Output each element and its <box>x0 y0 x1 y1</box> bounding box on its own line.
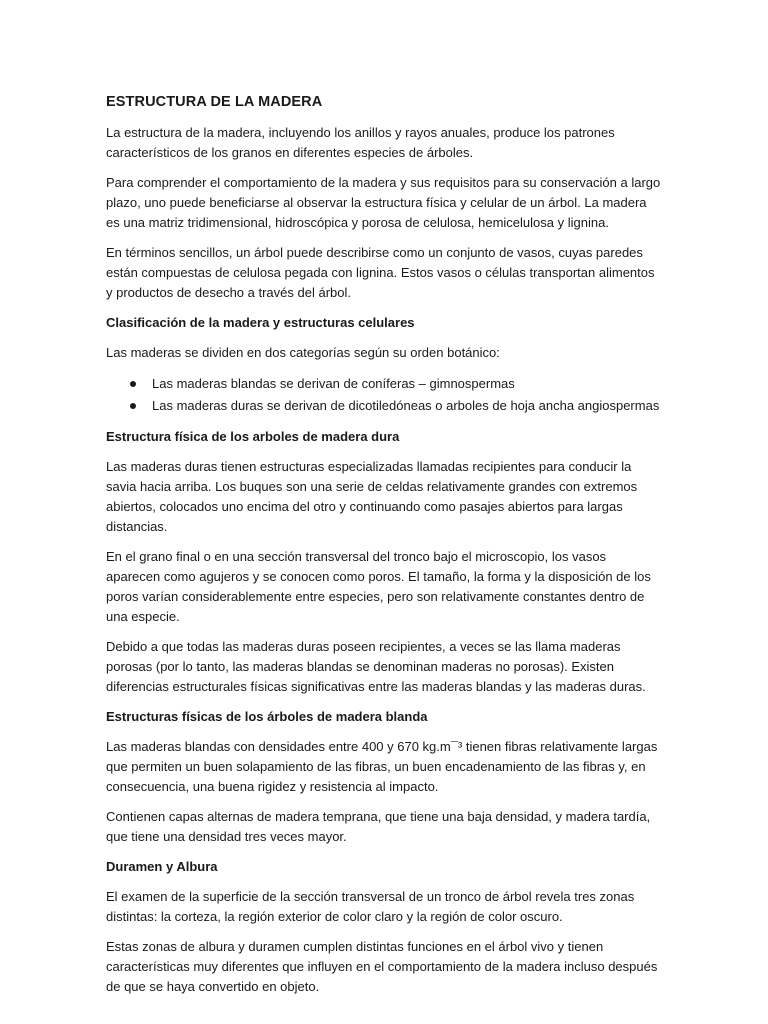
paragraph-conservation: Para comprender el comportamiento de la madera y sus requisitos para su conservación a largo plazo, uno puede beneficiarse al observar la estructura física y celular de un árbol. La madera es una matriz tridimensional, hidroscópica y porosa de celulosa, hemicelulosa y lignina. <box>106 175 661 230</box>
list-item-text: Las maderas duras se derivan de dicotiledóneas o arboles de hoja ancha angiospermas <box>152 398 660 413</box>
heading-heartwood: Duramen y Albura <box>106 859 218 874</box>
bullet-icon <box>130 381 136 387</box>
document-title: ESTRUCTURA DE LA MADERA <box>106 94 323 110</box>
list-item-text: Las maderas blandas se derivan de coníferas – gimnospermas <box>152 376 515 391</box>
bullet-list <box>106 373 662 417</box>
paragraph-pores: En el grano final o en una sección transversal del tronco bajo el microscopio, los vasos aparecen como agujeros y se conocen como poros. El tamaño, la forma y la disposición de los poros varían considerablemente entre especies, pero son relativamente constantes dentro de una especie. <box>106 549 651 624</box>
heading-hardwood: Estructura física de los arboles de madera dura <box>106 429 400 444</box>
list-item <box>106 395 662 417</box>
paragraph-functions: Estas zonas de albura y duramen cumplen distintas funciones en el árbol vivo y tienen características muy diferentes que influyen en el comportamiento de la madera incluso después de que se haya convertido en objeto. <box>106 939 658 994</box>
list-item <box>106 373 662 395</box>
bullet-icon <box>130 403 136 409</box>
paragraph-zones: El examen de la superficie de la sección transversal de un tronco de árbol revela tres zonas distintas: la corteza, la región exterior de color claro y la región de color oscuro. <box>106 889 635 924</box>
paragraph-intro: La estructura de la madera, incluyendo los anillos y rayos anuales, produce los patrones característicos de los granos en diferentes especies de árboles. <box>106 125 615 160</box>
paragraph-earlywood: Contienen capas alternas de madera temprana, que tiene una baja densidad, y madera tardía, que tiene una densidad tres veces mayor. <box>106 809 651 844</box>
document-body <box>106 94 662 1007</box>
heading-classification: Clasificación de la madera y estructuras celulares <box>106 315 415 330</box>
paragraph-softwood-density: Las maderas blandas con densidades entre 400 y 670 kg.m¯³ tienen fibras relativamente largas que permiten un buen solapamiento de las fibras, un buen encadenamiento de las fibras y, en consecuencia, una buena rigidez y resistencia al impacto. <box>106 739 658 794</box>
heading-softwood: Estructuras físicas de los árboles de madera blanda <box>106 709 428 724</box>
paragraph-porous: Debido a que todas las maderas duras poseen recipientes, a veces se las llama maderas porosas (por lo tanto, las maderas blandas se denominan maderas no porosas). Existen diferencias estructurales físicas significativas entre las maderas blandas y las maderas duras. <box>106 639 646 694</box>
paragraph-vessels: En términos sencillos, un árbol puede describirse como un conjunto de vasos, cuyas paredes están compuestas de celulosa pegada con lignina. Estos vasos o células transportan alimentos y productos de desecho a través del árbol. <box>106 245 655 300</box>
paragraph-hardwood-vessels: Las maderas duras tienen estructuras especializadas llamadas recipientes para conducir la savia hacia arriba. Los buques son una serie de celdas relativamente grandes con extremos abiertos, colocados uno encima del otro y continuando como pasajes abiertos para largas distancias. <box>106 459 638 534</box>
paragraph-categories: Las maderas se dividen en dos categorías según su orden botánico: <box>106 345 500 360</box>
